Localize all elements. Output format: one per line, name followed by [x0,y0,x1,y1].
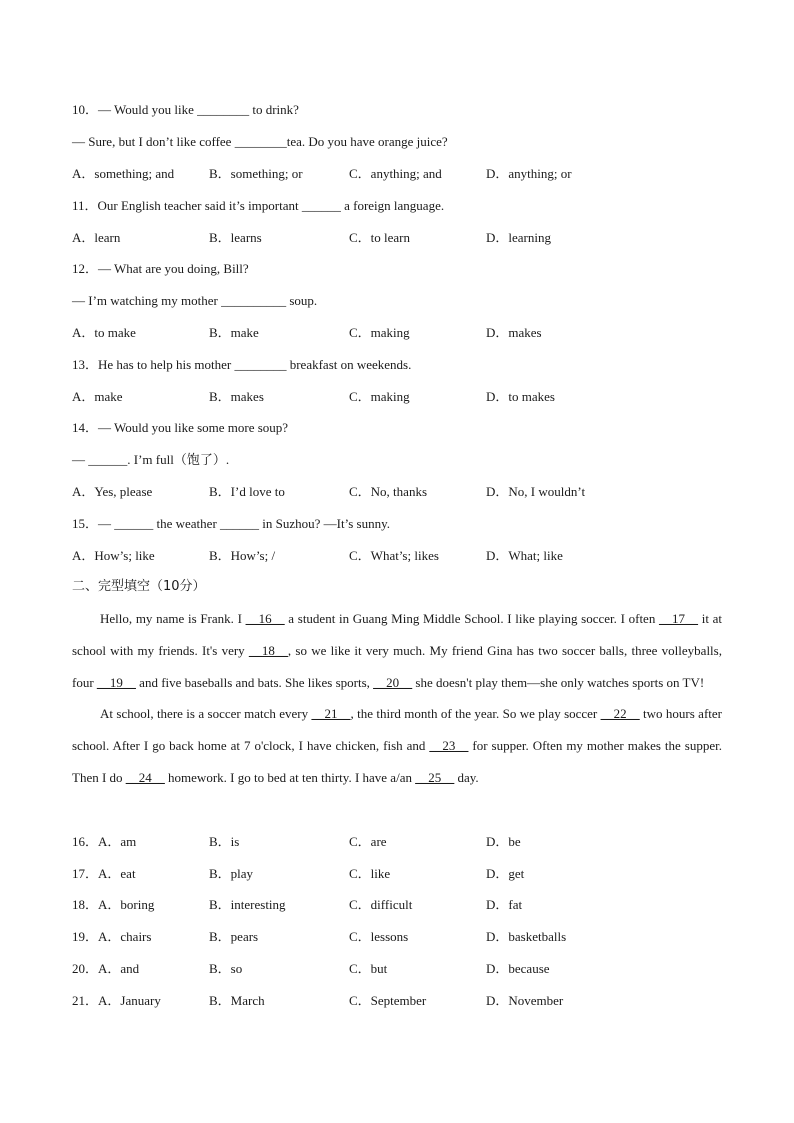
option-b: B．play [209,866,254,881]
option-b: B．so [209,961,243,976]
question-10-options [72,164,732,184]
option-b: B．pears [209,929,259,944]
blank-18: __18__ [248,642,288,658]
option-d: D．because [486,961,550,976]
question-12-stem: 12．— What are you doing, Bill? [72,261,249,276]
option-a: A．learn [72,230,121,245]
option-b: B．interesting [209,897,286,912]
blank-20: __20__ [373,674,413,690]
section-heading: 二、完型填空（10分） [72,579,206,594]
option-c: C．but [349,961,388,976]
passage-text: , so we like it very much. My friend Gina has two soccer balls, three volleyballs, four [72,642,722,690]
option-a: A．eat [98,866,136,881]
passage-text: Hello, my name is Frank. I [100,611,246,626]
option-d: D．anything; or [486,166,572,181]
option-a: A．something; and [72,166,175,181]
option-c: C．No, thanks [349,484,428,499]
option-b: B．something; or [209,166,303,181]
question-14-options [72,482,732,502]
option-d: D．get [486,866,525,881]
question-number: 21． [72,993,99,1008]
option-a: A．January [98,993,161,1008]
blank-21: __21__ [311,706,351,722]
option-c: C．like [349,866,391,881]
question-15-stem: 15．— ______ the weather ______ in Suzhou? —It’s sunny. [72,516,390,531]
question-12-options [72,323,732,343]
option-d: D．be [486,834,521,849]
option-d: D．fat [486,897,523,912]
question-number: 17． [72,866,99,881]
passage-text: a student in Guang Ming Middle School. I like playing soccer. I often [284,611,660,626]
passage-text: and five baseballs and bats. She likes sports, [135,674,374,690]
question-number-and-option-a [72,832,136,852]
option-d: D．basketballs [486,929,567,944]
option-b: B．is [209,834,240,849]
option-d: D．November [486,993,564,1008]
blank-25: __25__ [415,769,455,785]
question-number-and-option-a [72,864,136,884]
option-b: B．makes [209,389,264,404]
option-b: B．make [209,325,259,340]
question-11-stem: 11．Our English teacher said it’s important ______ a foreign language. [72,198,445,213]
option-a: A．make [72,389,123,404]
question-10-reply: — Sure, but I don’t like coffee ________tea. Do you have orange juice? [72,134,448,149]
option-a: A．and [98,961,140,976]
option-b: B．March [209,993,265,1008]
option-c: C．difficult [349,897,413,912]
option-d: D．learning [486,230,551,245]
cloze-question-18 [72,895,732,915]
passage-text: At school, there is a soccer match every [100,706,312,722]
option-d: D．makes [486,325,542,340]
cloze-question-17 [72,864,732,884]
passage-text: day. [454,769,479,785]
passage-text: it at school with my friends. It's very [72,611,722,658]
question-number-and-option-a [72,895,154,915]
question-13-stem: 13．He has to help his mother ________ breakfast on weekends. [72,357,412,372]
cloze-passage [72,603,722,794]
question-number-and-option-a [72,991,161,1011]
question-number: 18． [72,897,99,912]
passage-text: for supper. Often my mother makes the supper. Then I do [72,738,722,785]
passage-paragraph-2 [72,698,722,793]
question-14-reply: — ______. I’m full（饱了）. [72,452,230,467]
option-c: C．making [349,325,410,340]
cloze-question-20 [72,959,732,979]
question-10-stem: 10．— Would you like ________ to drink? [72,102,299,117]
blank-24: __24__ [125,769,165,785]
blank-19: __19__ [96,674,136,690]
option-d: D．to makes [486,389,555,404]
option-c: C．anything; and [349,166,442,181]
passage-text: , the third month of the year. So we play soccer [350,706,601,722]
option-a: A．to make [72,325,136,340]
option-a: A．am [98,834,137,849]
question-15-options [72,546,732,566]
cloze-question-21 [72,991,732,1011]
question-12-reply: — I’m watching my mother __________ soup. [72,293,318,308]
option-c: C．September [349,993,427,1008]
option-b: B．learns [209,230,262,245]
blank-16: __16__ [245,611,285,626]
option-d: D．What; like [486,548,563,563]
question-number: 19． [72,929,99,944]
cloze-question-16 [72,832,732,852]
question-14-stem: 14．— Would you like some more soup? [72,420,289,435]
option-a: A．How’s; like [72,548,155,563]
question-number-and-option-a [72,927,151,947]
option-c: C．are [349,834,387,849]
passage-text: homework. I go to bed at ten thirty. I have a/an [164,769,416,785]
option-d: D．No, I wouldn’t [486,484,586,499]
option-a: A．chairs [98,929,152,944]
option-b: B．I’d love to [209,484,285,499]
blank-22: __22__ [600,706,640,722]
cloze-question-19 [72,927,732,947]
option-c: C．What’s; likes [349,548,439,563]
question-13-options [72,387,732,407]
option-c: C．making [349,389,410,404]
option-b: B．How’s; / [209,548,276,563]
passage-text: two hours after school. After I go back home at 7 o'clock, I have chicken, fish and [72,706,722,754]
option-a: A．Yes, please [72,484,153,499]
question-number: 16． [72,834,99,849]
passage-paragraph-1 [72,603,722,698]
blank-17: __17__ [659,611,699,626]
option-c: C．lessons [349,929,409,944]
question-11-options [72,228,732,248]
question-number-and-option-a [72,959,139,979]
option-a: A．boring [98,897,155,912]
passage-text: she doesn't play them—she only watches sports on TV! [412,674,705,690]
option-c: C．to learn [349,230,411,245]
question-number: 20． [72,961,99,976]
blank-23: __23__ [429,738,469,754]
